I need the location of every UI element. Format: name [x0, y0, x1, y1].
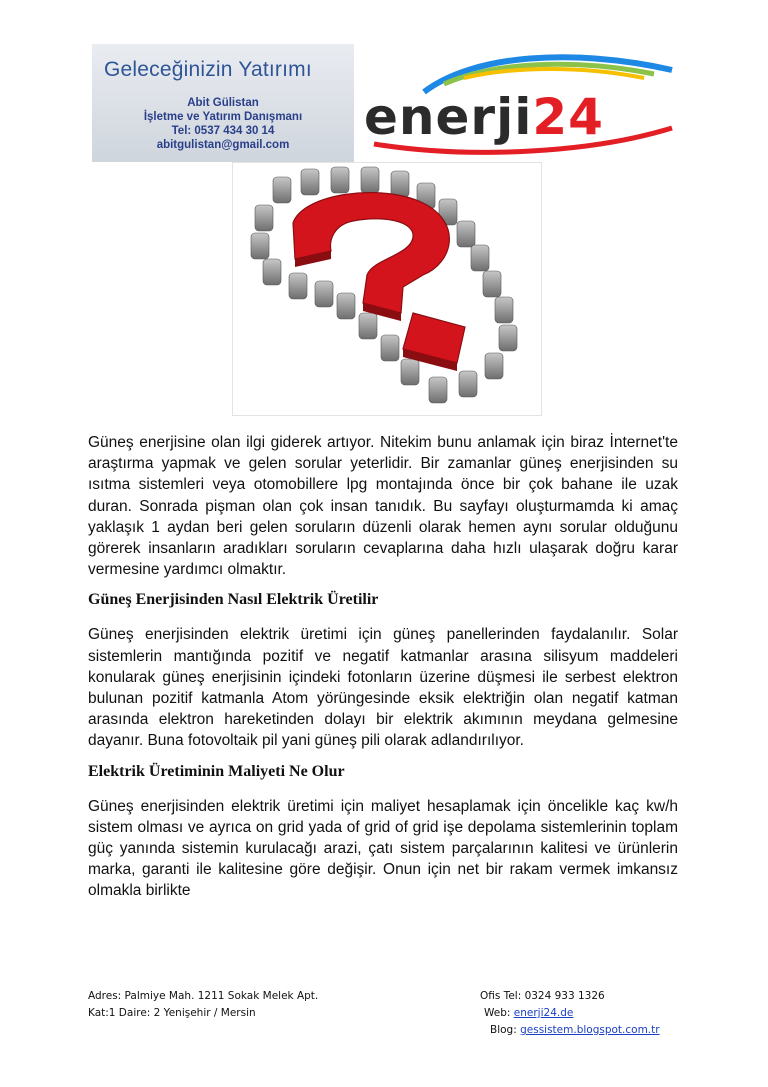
address-line-2: Kat:1 Daire: 2 Yenişehir / Mersin: [88, 1007, 256, 1019]
address-line-1: Adres: Palmiye Mah. 1211 Sokak Melek Apt.: [88, 990, 319, 1002]
intro-paragraph: Güneş enerjisine olan ilgi giderek artıyor. Nitekim bunu anlamak için biraz İnternet'te araştırma yapmak ve gelen sorular yeterlidir. Bir zamanlar güneş enerjisinden su ısıtma sistemleri veya otomobillere lpg montajında önce bir çok bahane ile uzak duran. Sonrada pişman olan çok insan tanıdık. Bu sayfayı oluşturmamda ki amaç yaklaşık 1 aydan beri gelen soruların düzenli olarak hemen aynı sorular olduğunu görerek insanların aradıkları soruların cevaplarına daha hızlı ulaşarak doğru karar vermesine yardımcı olmaktır.: [88, 434, 678, 579]
web-line: [480, 1005, 660, 1022]
banner-title: Geleceğinizin Yatırımı: [104, 58, 312, 81]
section-heading-production: Güneş Enerjisinden Nasıl Elektrik Üretilir: [88, 591, 379, 609]
banner-contact-block: [92, 96, 354, 152]
contact-phone: Tel: 0537 434 30 14: [171, 125, 275, 137]
web-link[interactable]: enerji24.de: [513, 1007, 574, 1019]
blog-link[interactable]: gessistem.blogspot.com.tr: [520, 1024, 660, 1036]
blog-line: [480, 1022, 660, 1039]
cost-paragraph: Güneş enerjisinden elektrik üretimi için maliyet hesaplamak için öncelikle kaç kw/h sistem olması ve ayrıca on grid yada of grid of grid işe depolama sistemlerinin toplam güç yanında sistemin kurulacağı arazi, çatı sistem parçalarının kalitesi ve ürünlerin marka, garanti ile kalitesine göre değişir. Onun için net bir rakam vermek imkansız olmakla birlikte: [88, 797, 678, 900]
footer-contacts: [480, 988, 660, 1039]
logo-accent-text: 24: [532, 88, 604, 146]
header-banner: [92, 44, 680, 162]
banner-contact-panel: [92, 44, 354, 162]
office-tel: Ofis Tel: 0324 933 1326: [480, 990, 605, 1002]
web-label: Web:: [484, 1007, 514, 1019]
contact-role: İşletme ve Yatırım Danışmanı: [143, 111, 303, 123]
section-heading-cost: Elektrik Üretiminin Maliyeti Ne Olur: [88, 762, 345, 780]
question-mark-conference-table-image: [232, 162, 542, 416]
contact-name: Abit Gülistan: [187, 97, 259, 109]
contact-email: abitgulistan@gmail.com: [156, 139, 290, 151]
production-paragraph: Güneş enerjisinden elektrik üretimi için güneş panellerinden faydalanılır. Solar sistemlerin mantığında pozitif ve negatif katmanlar arasına silisyum maddeleri konularak güneş enerjisinin içindeki fotonların üzerine düşmesi ile serbest elektron bulunan pozitif katmanla Atom yörüngesinde eksik elektriğin olan negatif katman arasında elektron hareketinden dolayı bir elektrik akımının meydana gelmesine dayanır. Buna fotovoltaik pil yani güneş pili olarak adlandırılıyor.: [88, 626, 678, 750]
enerji24-logo: [354, 44, 680, 162]
page-footer: [88, 988, 680, 1058]
article-body: [88, 432, 678, 902]
blog-label: Blog:: [490, 1024, 521, 1036]
logo-main-text: enerji: [364, 88, 533, 146]
logo-wordmark: [364, 88, 604, 146]
footer-address: [88, 988, 318, 1022]
conference-table-illustration: [233, 163, 541, 415]
